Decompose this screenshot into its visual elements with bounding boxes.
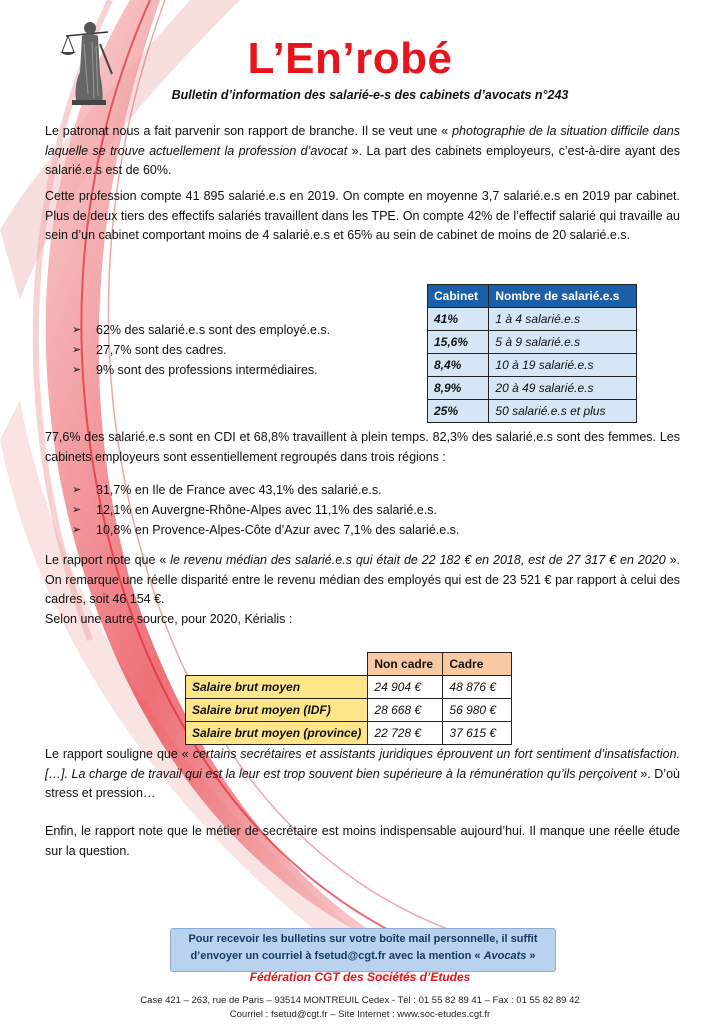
subscription-notice [170,928,556,972]
table-cell: 15,6% [428,331,489,354]
contact-line: Courriel : fsetud@cgt.fr – Site Internet : www.soc-etudes.cgt.fr [229,1009,491,1020]
table-cell: 25% [428,400,489,423]
footer-address [90,994,630,1022]
regions-list [72,480,459,540]
table-cell: 50 salarié.e.s et plus [489,400,637,423]
table-cell: 10 à 19 salarié.e.s [489,354,637,377]
list-item: ➢ 9% sont des professions intermédiaires. [72,360,330,380]
table-header-row [428,285,637,308]
table-cell: Salaire brut moyen [186,676,368,699]
paragraph-revenue: Le rapport note que « le revenu médian des salarié.e.s qui était de 22 182 € en 2018, est de 27 317 € en 2020 ». On remarque une réelle disparité entre le revenu médian des employés qui est de 23 521 € par rapport à celui des cadres, soit 46 154 €. Selon une autre source, pour 2020, Kérialis : [45,553,680,626]
paragraph-profession: Cette profession compte 41 895 salarié.e.s en 2019. On compte en moyenne 3,7 salarié.e.s en 2019 par cabinet. Plus de deux tiers des effectifs salariés travaillent dans les TPE. On compte 42% de l’effectif salarié qui travaille au sein d’un cabinet comportant moins de 4 salarié.e.s et 65% au sein de cabinet de moins de 20 salarié.e.s. [45,189,680,242]
table-row [186,676,512,699]
table-row [186,722,512,745]
salary-table [185,652,512,745]
table-cell: 41% [428,308,489,331]
list-item: ➢ 31,7% en Ile de France avec 43,1% des salarié.e.s. [72,480,459,500]
notice-line: Pour recevoir les bulletins sur votre boîte mail personnelle, il suffit [188,933,538,945]
cabinet-size-table [427,284,637,423]
paragraph-conclusion: Enfin, le rapport note que le métier de secrétaire est moins indispensable aujourd’hui. Il manque une réelle étude sur la question. [45,824,680,858]
table-cell: 8,4% [428,354,489,377]
paragraph-intro: Le patronat nous a fait parvenir son rapport de branche. Il se veut une « photographie de la situation difficile dans laquelle se trouve actuellement la profession d’avocat ». La part des cabinets employeurs, c’est-à-dire ayant des salarié.e.s est de 60%. [45,124,680,177]
list-item: ➢ 12,1% en Auvergne-Rhône-Alpes avec 11,1% des salarié.e.s. [72,500,459,520]
table-cell: 8,9% [428,377,489,400]
bulletin-subtitle: Bulletin d’information des salarié-e-s des cabinets d’avocats n°243 [171,88,569,102]
bulletin-title: L’En’robé [247,34,453,83]
list-item: ➢ 62% des salarié.e.s sont des employé.e.s. [72,320,330,340]
table-cell: 22 728 € [368,722,443,745]
table-row [428,308,637,331]
staff-categories-list [72,320,330,380]
table-row [428,354,637,377]
table-cell: Salaire brut moyen (IDF) [186,699,368,722]
list-item: ➢ 27,7% sont des cadres. [72,340,330,360]
table-row [428,331,637,354]
table-cell: Salaire brut moyen (province) [186,722,368,745]
table-cell: 20 à 49 salarié.e.s [489,377,637,400]
table-cell: 5 à 9 salarié.e.s [489,331,637,354]
justice-statue-icon [52,14,122,106]
table-cell: 56 980 € [443,699,512,722]
notice-line: d’envoyer un courriel à fsetud@cgt.fr avec la mention « Avocats » [190,950,536,962]
list-item: ➢ 10,8% en Provence-Alpes-Côte d’Azur avec 7,1% des salarié.e.s. [72,520,459,540]
table-row [428,400,637,423]
table-header-cell [186,653,368,676]
table-header-row [186,653,512,676]
table-header-cell: Cadre [443,653,512,676]
table-header-cell: Cabinet [428,285,489,308]
address-line: Case 421 – 263, rue de Paris – 93514 MONTREUIL Cedex - Tél : 01 55 82 89 41 – Fax : 01 55 82 89 42 [140,995,580,1006]
table-cell: 28 668 € [368,699,443,722]
table-row [186,699,512,722]
table-cell: 37 615 € [443,722,512,745]
table-cell: 48 876 € [443,676,512,699]
table-cell: 1 à 4 salarié.e.s [489,308,637,331]
table-header-cell: Non cadre [368,653,443,676]
table-row [428,377,637,400]
table-cell: 24 904 € [368,676,443,699]
paragraph-dissatisfaction: Le rapport souligne que « certains secrétaires et assistants juridiques éprouvent un fort sentiment d’insatisfaction. […]. La charge de travail qui est la leur est trop souvent bien supérieure à la rémunération qu’ils perçoivent ». D’où stress et pression… [45,747,680,800]
paragraph-contracts: 77,6% des salarié.e.s sont en CDI et 68,8% travaillent à plein temps. 82,3% des salarié.e.s sont des femmes. Les cabinets employeurs sont essentiellement regroupés dans trois régions : [45,430,680,464]
federation-name: Fédération CGT des Sociétés d’Etudes [249,970,471,984]
table-header-cell: Nombre de salarié.e.s [489,285,637,308]
